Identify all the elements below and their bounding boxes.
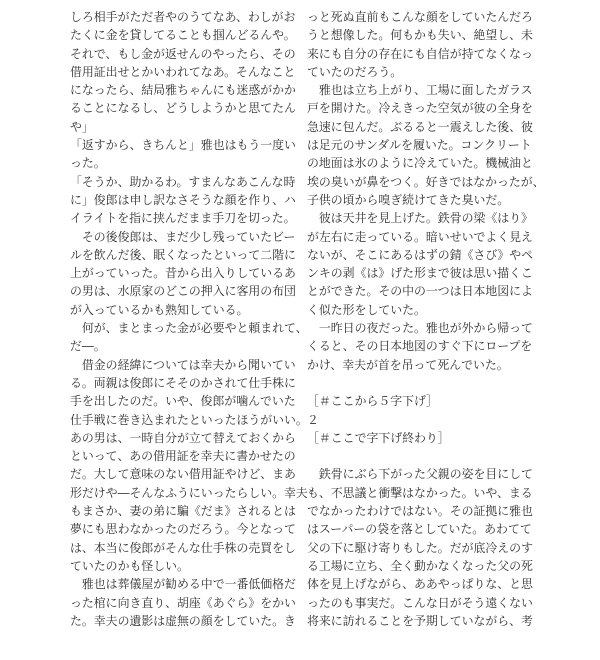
text-line: は、本当に俊郎がそんな仕手株の売買をし [70,540,296,555]
text-line: が左右に走っている。暗いせいでよく見え [307,229,533,244]
text-line: うと想像した。何もかも失い、絶望し、未 [307,28,533,43]
text-line: ンキの剥《は》げた形まで彼は思い描くこ [307,266,533,281]
text-line: 父の下に駆け寄りもした。だが底冷えのす [307,540,533,555]
text-line [307,447,525,465]
text-line: く似た形をしていた。 [307,302,426,317]
text-line: 埃の臭いが鼻をつく。好きではなかったが、 [307,174,545,189]
text-line: も、不思議と衝撃はなかった。いや、まる [307,485,533,500]
text-line: だ。大して意味のない借用証やけど、まあ [70,467,296,482]
text-line: かけ、幸夫が首を吊って死んでいた。 [307,357,509,372]
text-line: の地面は氷のように冷えていた。機械油と [307,156,533,171]
text-line: だ―。 [70,339,106,354]
text-line: 雅也は立ち上がり、工場に面したガラス [307,83,533,98]
text-line: った棺に向き直り、胡座《あぐら》をかい [70,595,296,610]
text-line: 手を出したのだ。いや、俊郎が噛んでいた [70,394,296,409]
text-line: 仕手戦に巻き込まれたといったほうがいい。 [70,412,308,427]
text-line: 上がっていった。昔から出入りしているあ [70,266,296,281]
text-line: 「そうか、助かるわ。すまんなあこんな時 [70,174,296,189]
text-line: ていたのかも怪しい。 [70,558,189,573]
text-line: 体を見上げながら、ああやっぱりな、と思 [307,577,533,592]
text-line: 借金の経緯については幸夫から聞いてい [70,357,296,372]
text-line: る工場に立ち、全く動かなくなった父の死 [307,558,533,573]
text-line: 一昨日の夜だった。雅也が外から帰って [307,321,533,336]
text-line: 夢にも思わなかったのだろう。今となって [70,522,296,537]
text-line: それで、もし金が返せんのやったら、その [70,46,296,61]
text-line: になったら、結局雅ちゃんにも迷惑がかか [70,83,296,98]
right-text-column [307,8,545,630]
text-line: 彼は天井を見上げた。鉄骨の梁《はり》 [307,211,533,226]
text-line: に」俊郎は申し訳なさそうな顔を作り、ハ [70,192,296,207]
text-line: といって、あの借用証を幸夫に書かせたの [70,449,296,464]
text-line: 子供の頃から嗅ぎ続けてきた臭いだ。 [307,192,510,207]
text-line: はスーパーの袋を落としていた。あわてて [307,522,532,537]
text-line: 雅也は葬儀屋が勧める中で一番低価格だ [70,577,296,592]
text-line: 借用証出せとかいわれてなあ。そんなこと [70,64,296,79]
text-line: 形だけや―そんなふうにいったらしい。幸夫 [70,485,308,500]
text-line: くると、その日本地図のすぐ下にロープを [307,339,533,354]
text-line: しろ相手がただ者やのうてなあ、わしがお [70,10,296,24]
text-line: や」 [70,119,94,134]
text-line: 来にも自分の存在にも自信が持てなくなっ [307,46,533,61]
text-line: ［＃ここで字下げ終わり］ [307,430,450,445]
text-line: る。両親は俊郎にそそのかされて仕手株に [70,375,296,390]
text-line: イライトを指に挟んだまま手刀を切った。 [70,211,296,226]
text-line: その後俊郎は、まだ少し残っていたビー [70,229,296,244]
text-line: った。 [70,156,106,171]
text-line: 急速に包んだ。ぶるると一震えした後、彼 [307,119,533,134]
text-line: 鉄骨にぶら下がった父親の姿を目にして [307,467,533,482]
text-line: ないが、そこにあるはずの錆《さび》やペ [307,247,534,262]
left-text-column [70,8,308,630]
text-line: が入っているかも熟知している。 [70,302,249,317]
text-line: た。幸夫の遺影は虚無の顔をしていた。き [70,613,296,628]
text-line: ［＃ここから５字下げ］ [307,394,438,409]
text-line: ２ [307,412,319,427]
text-line: ルを飲んだ後、眠くなったといって二階に [70,247,296,262]
text-line: ったのも事実だ。こんな日がそう遠くない [307,595,533,610]
text-line: とができた。その中の一つは日本地図によ [307,284,533,299]
text-line: でなかったわけではない。その証拠に雅也 [307,504,533,519]
text-line: の男は、水原家のどこの押入に客用の布団 [70,284,296,299]
text-line: もまさか、妻の弟に騙《だま》されるとは [70,504,296,519]
text-line [307,374,525,392]
text-line: 「返すから、きちんと」雅也はもう一度い [70,138,296,153]
text-line: ていたのだろう。 [307,64,403,79]
text-line: 何が、まとまった金が必要やと頼まれて、 [70,321,308,336]
text-line: は足元のサンダルを履いた。コンクリート [307,138,532,153]
text-line: たくに金を貸してることも掴んどるんや。 [70,28,296,43]
text-line: っと死ぬ直前もこんな顔をしていたんだろ [307,10,533,24]
text-line: 戸を開けた。冷えきった空気が彼の全身を [307,101,533,116]
text-line: ることになるし、どうしようかと思てたん [70,101,296,116]
text-line: 将来に訪れることを予期していながら、考 [307,613,533,628]
text-line: あの男は、一時自分が立て替えておくから [70,430,296,445]
